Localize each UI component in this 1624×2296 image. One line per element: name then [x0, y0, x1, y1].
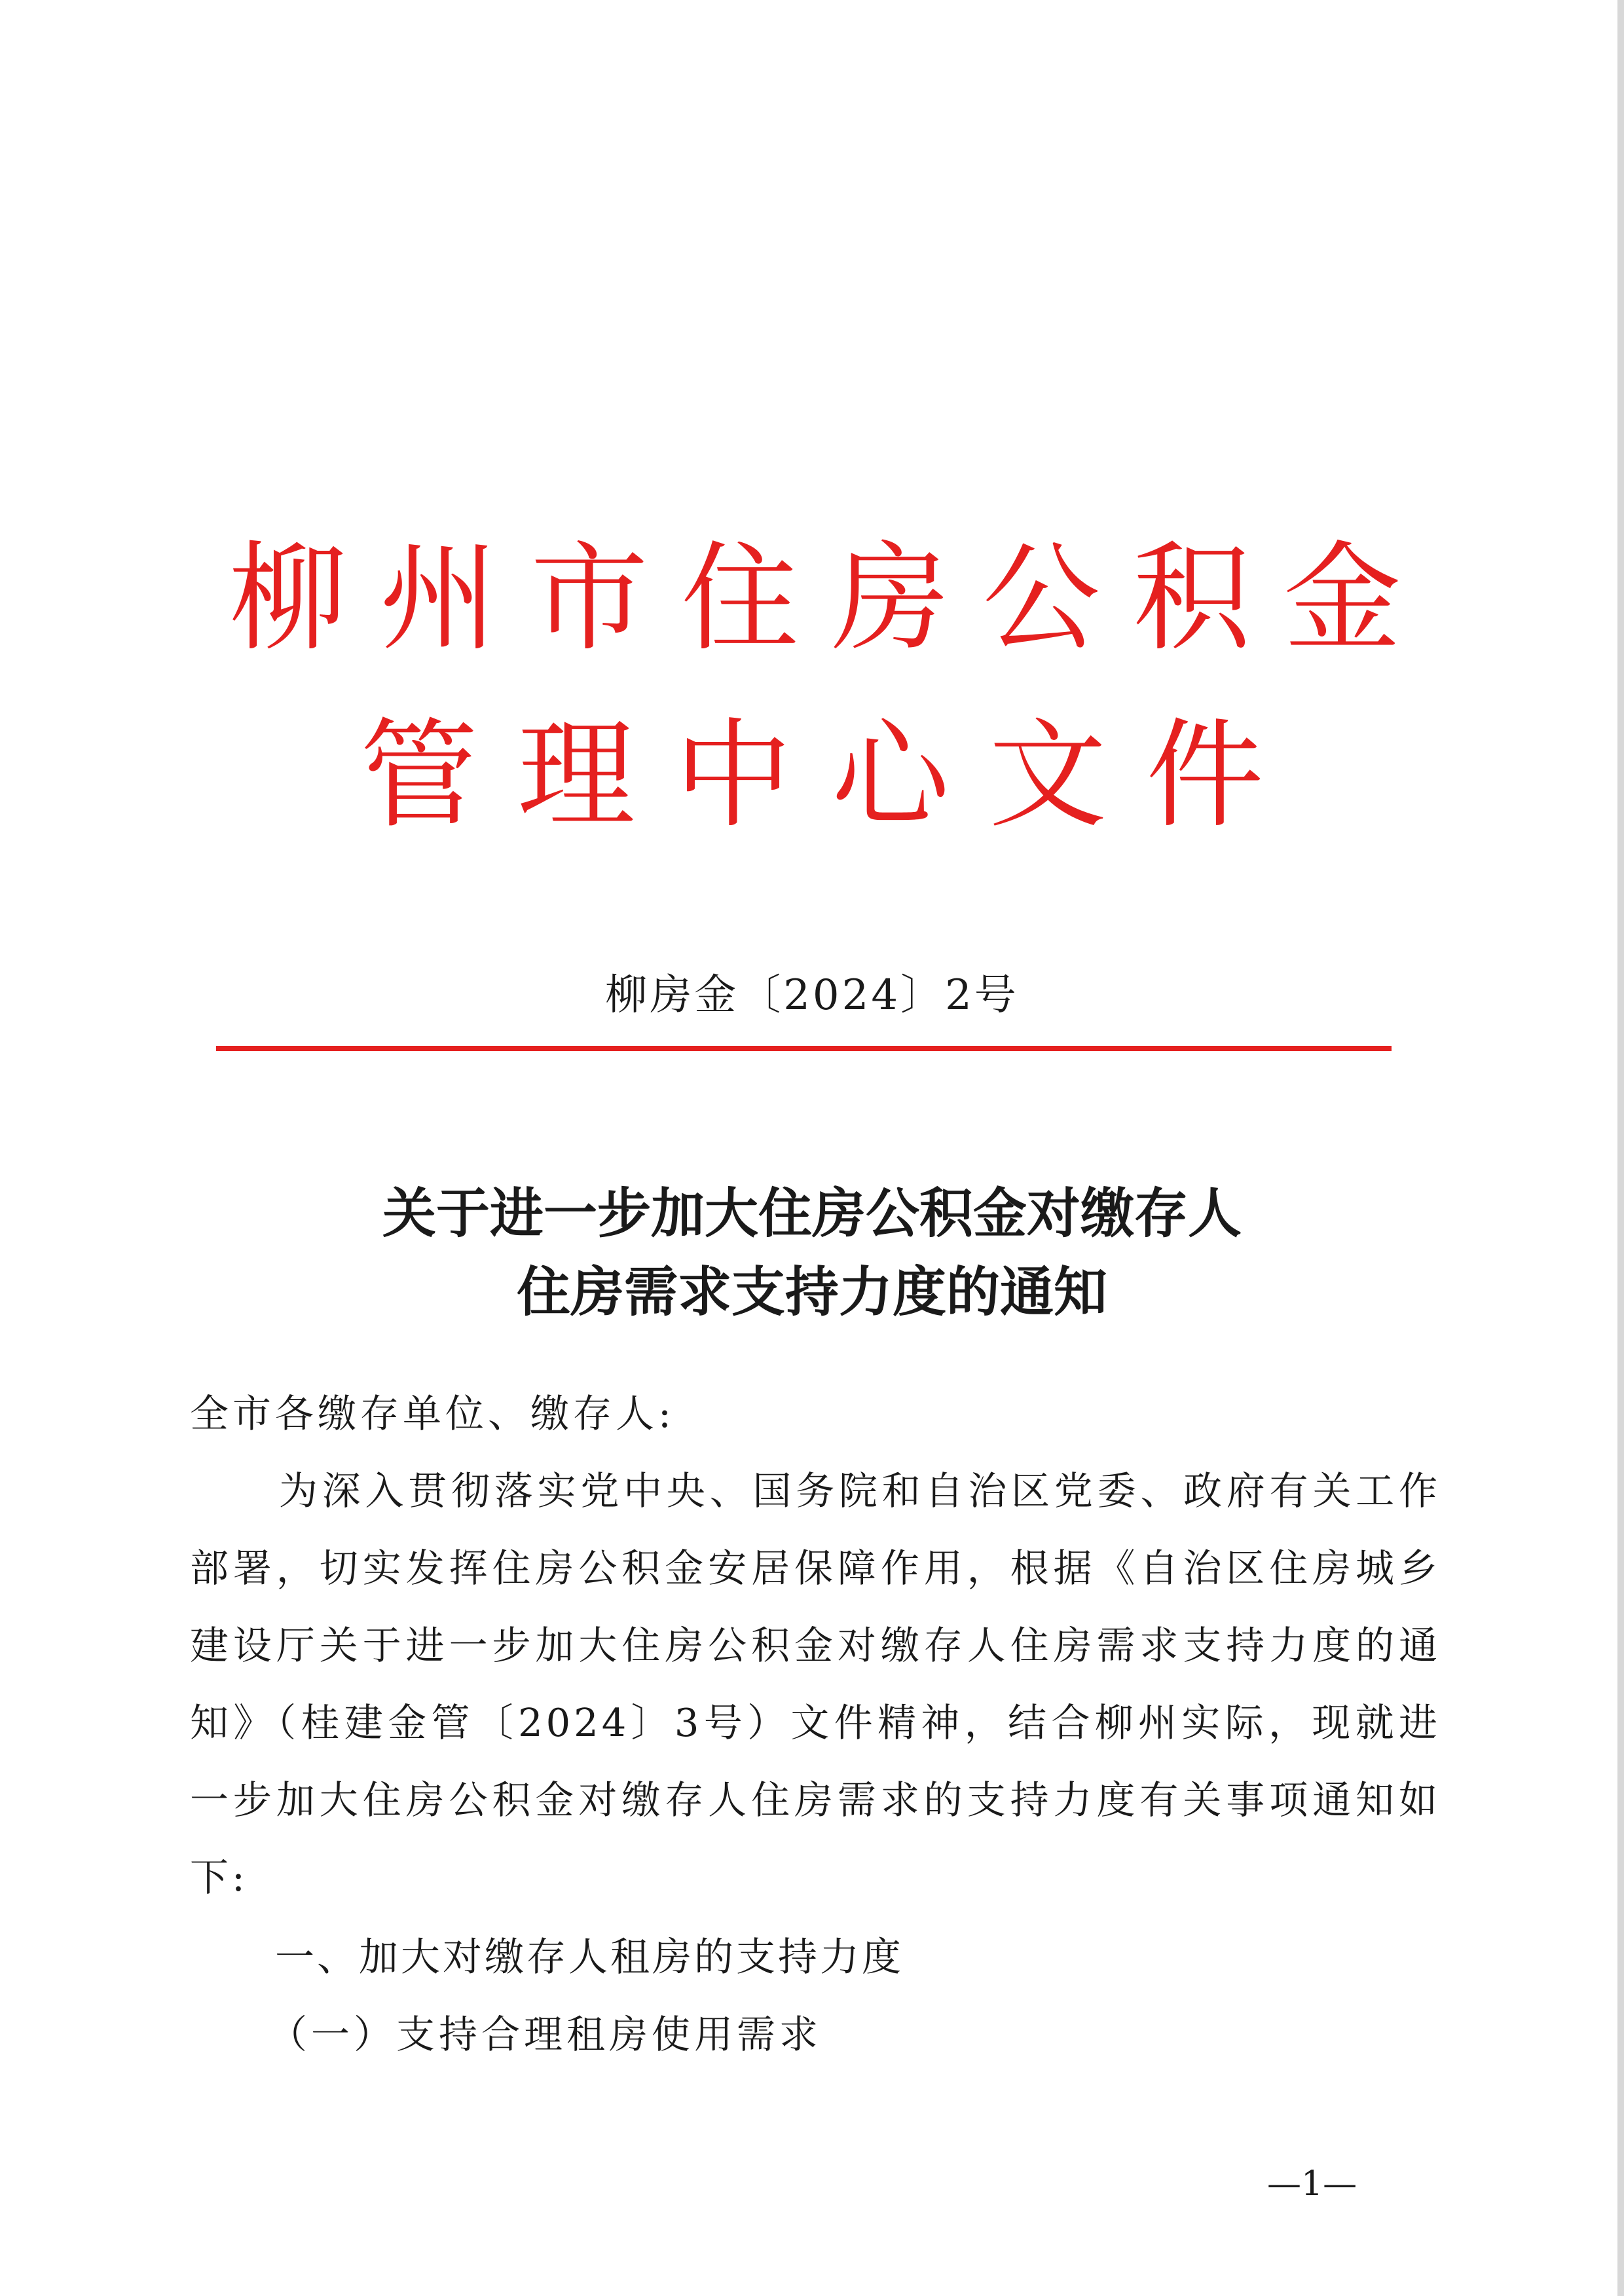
intro-paragraph: 为深入贯彻落实党中央、国务院和自治区党委、政府有关工作部署，切实发挥住房公积金安居保障作用，根据《自治区住房城乡建设厅关于进一步加大住房公积金对缴存人住房需求支持力度的通知》（桂建金管〔2024〕3号）文件精神，结合柳州实际，现就进一步加大住房公积金对缴存人住房需求的支持力度有关事项通知如下: — [190, 1468, 1441, 1900]
subsection-heading-1: （一）支持合理租房使用需求 — [268, 2012, 822, 2057]
page-number: —1— — [1267, 2164, 1357, 2204]
red-divider-line — [216, 1046, 1392, 1051]
document-title-line-2: 住房需求支持力度的通知 — [516, 1261, 1107, 1324]
issuing-org-line-1: 柳州市住房公积金 — [229, 530, 1435, 667]
section-heading-1: 一、加大对缴存人租房的支持力度 — [275, 1935, 904, 1980]
document-number: 柳房金〔2024〕2号 — [605, 971, 1019, 1020]
scan-edge — [1617, 0, 1624, 2296]
salutation: 全市各缴存单位、缴存人: — [190, 1391, 675, 1436]
document-body — [190, 1375, 1441, 2073]
document-title-line-1: 关于进一步加大住房公积金对缴存人 — [382, 1182, 1242, 1246]
issuing-org-line-2: 管理中心文件 — [360, 707, 1303, 844]
